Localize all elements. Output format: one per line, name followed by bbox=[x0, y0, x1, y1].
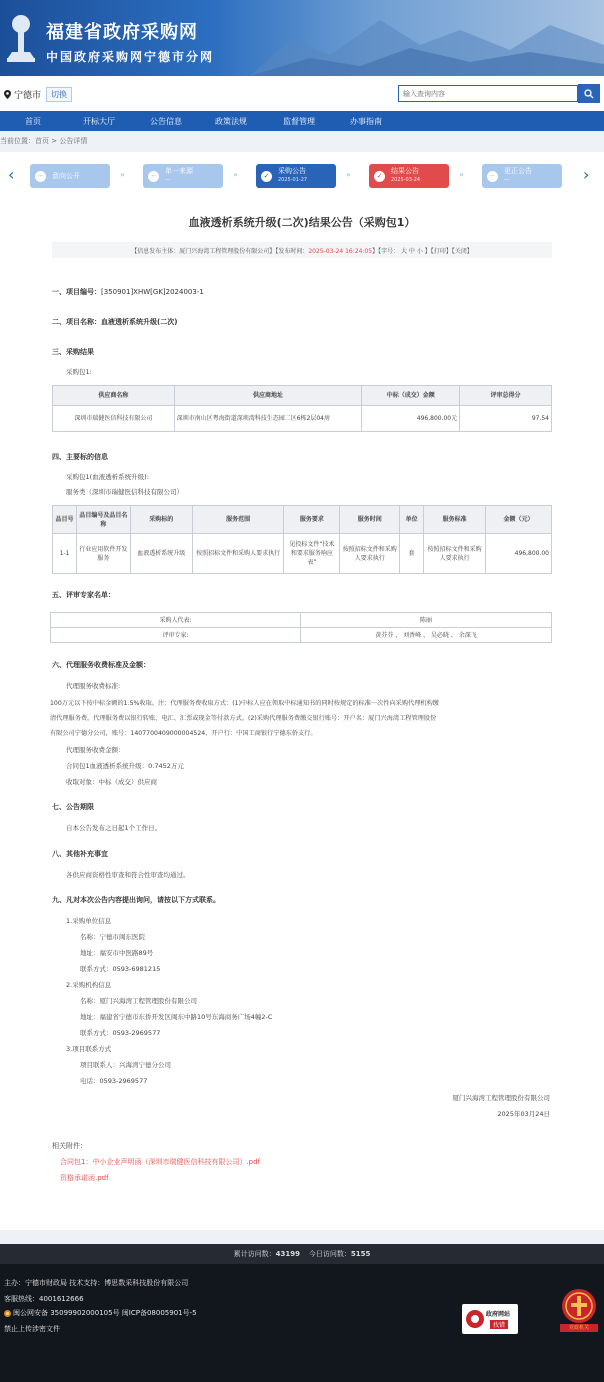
footer-hotline: 客服热线：4001612666 bbox=[4, 1295, 84, 1303]
total-visits: 43199 bbox=[275, 1250, 300, 1258]
col-amount: 中标（成交）金额 bbox=[362, 386, 460, 406]
table-row: 1-1 行业应用软件开发服务 血液透析系统升级 按照招标文件和采购人要求执行 见投标文件“技术和要求服务响应表” 按照招标文件和采购人要求执行 套 按照招标文件和采购人要求执行 496,800.00 bbox=[53, 534, 552, 574]
meta-publisher: 厦门兴海湾工程管理股份有限公司】 bbox=[179, 248, 276, 255]
next-arrow-icon[interactable]: › bbox=[583, 165, 590, 184]
item-table: 品目号 品目编号及品目名称 采购标的 服务范围 服务要求 服务时间 单位 服务标准 金额（元） 1-1 行业应用软件开发服务 血液透析系统升级 按照招标文件和采购人要求执行 见投标文件“技术和要求服务响应表” 按照招标文件和采购人要求执行 套 按照招标文件和采购人要求执行 496,800.00 bbox=[52, 505, 552, 574]
check-icon: ✓ bbox=[374, 171, 385, 182]
step-procurement[interactable] bbox=[256, 164, 336, 188]
step-label: 更正公告 bbox=[504, 167, 532, 175]
result-table bbox=[52, 385, 552, 432]
party-gov-emblem[interactable]: 党政机关 bbox=[560, 1288, 598, 1332]
section-7-heading: 七、公告期限 bbox=[52, 803, 94, 811]
check-icon: ✓ bbox=[261, 171, 272, 182]
meta-time: 2025-03-24 16:24:05 bbox=[308, 248, 373, 255]
step-label: 结果公告 bbox=[391, 167, 419, 175]
breadcrumb: 当前位置：首页 > 公告详情 bbox=[0, 137, 88, 145]
step-date: 2025-01-27 bbox=[278, 177, 308, 183]
gov-site-error-badge[interactable]: 政府网站 找错 bbox=[462, 1304, 518, 1334]
prev-arrow-icon[interactable]: ‹ bbox=[8, 165, 15, 184]
police-badge-icon bbox=[4, 1310, 11, 1317]
chevron-icon: » bbox=[233, 170, 238, 179]
step-intent[interactable] bbox=[30, 164, 110, 188]
mountain-graphic bbox=[250, 0, 604, 76]
step-single-source[interactable] bbox=[143, 164, 223, 188]
step-correction[interactable] bbox=[482, 164, 562, 188]
section-5-heading: 五、评审专家名单： bbox=[52, 591, 115, 599]
section-1: 一、项目编号：[350901]XHW[GK]2024003-1 bbox=[52, 288, 204, 296]
step-date: — bbox=[165, 177, 170, 183]
section-4-heading: 四、主要标的信息 bbox=[52, 453, 108, 461]
meta-actions[interactable]: 】【字号： 大 中 小 】【打印】【关闭】 bbox=[372, 248, 473, 255]
site-title: 福建省政府采购网 bbox=[46, 22, 198, 43]
service-type: 服务类（深圳市瑞健医信科技有限公司） bbox=[66, 488, 183, 496]
sign-org: 厦门兴海湾工程管理股份有限公司 bbox=[452, 1094, 550, 1102]
sign-date: 2025年03月24日 bbox=[497, 1110, 550, 1118]
search-icon bbox=[584, 89, 594, 99]
search-input[interactable]: 输入查询内容 bbox=[398, 85, 578, 102]
meta-publisher-label: 【信息发布主体： bbox=[131, 248, 180, 255]
chevron-icon: » bbox=[120, 170, 125, 179]
step-label: 意向公开 bbox=[52, 171, 80, 180]
package-label: 采购包1: bbox=[66, 368, 92, 376]
footer-icp[interactable]: 闽公网安备 35099902000105号 闽ICP备08005901号-5 bbox=[4, 1308, 197, 1318]
today-visits: 5155 bbox=[350, 1250, 371, 1258]
nav-bid-hall[interactable]: 开标大厅 bbox=[83, 117, 115, 126]
footer-host: 主办：宁德市财政局 技术支持：博思数采科技股份有限公司 bbox=[4, 1279, 189, 1287]
step-label: 采购公告 bbox=[278, 167, 306, 175]
site-subtitle: 中国政府采购网宁德市分网 bbox=[46, 50, 215, 64]
site-banner bbox=[0, 0, 604, 76]
notice-meta bbox=[52, 242, 552, 258]
city-name: 宁德市 bbox=[14, 91, 42, 101]
nav-home[interactable]: 首页 bbox=[25, 117, 41, 126]
chevron-icon: » bbox=[459, 170, 464, 179]
section-6-heading: 六、代理服务收费标准及金额： bbox=[52, 661, 150, 669]
visit-counter: 累计访问数：43199 今日访问数：5155 bbox=[0, 1244, 604, 1264]
expert-table: 采购人代表: 陈丽 评审专家: 黄芬芬 、 刘香峰 、 吴必晓 、 余深飞 bbox=[50, 612, 552, 643]
main-nav bbox=[0, 111, 604, 131]
nav-notices[interactable]: 公告信息 bbox=[150, 117, 182, 126]
emblem-icon bbox=[560, 1288, 598, 1324]
switch-city-button[interactable]: 切换 bbox=[46, 87, 72, 102]
minus-icon: − bbox=[487, 171, 498, 182]
minus-icon: − bbox=[148, 171, 159, 182]
city-selector[interactable] bbox=[4, 88, 41, 101]
section-9-heading: 九、凡对本次公告内容提出询问，请按以下方式联系。 bbox=[52, 896, 220, 904]
col-score: 评审总得分 bbox=[460, 386, 552, 406]
project-name: 血液透析系统升级(二次) bbox=[101, 318, 178, 326]
package-detail: 采购包1(血液透析系统升级): bbox=[66, 473, 149, 481]
site-logo-icon bbox=[4, 10, 38, 66]
nav-guide[interactable]: 办事指南 bbox=[350, 117, 382, 126]
search-button[interactable] bbox=[578, 84, 600, 103]
section-8-heading: 八、其他补充事宜 bbox=[52, 850, 108, 858]
minus-icon: − bbox=[35, 171, 46, 182]
attachment-link[interactable]: 资格承诺函.pdf bbox=[60, 1174, 109, 1182]
col-supplier: 供应商名称 bbox=[53, 386, 175, 406]
location-pin-icon bbox=[4, 90, 11, 99]
error-badge-icon bbox=[465, 1309, 485, 1329]
attachment-link[interactable]: 合同包1：中小企业声明函（深圳市瑞健医信科技有限公司）.pdf bbox=[60, 1158, 261, 1166]
step-label: 单一来源 bbox=[165, 167, 193, 175]
section-2: 二、项目名称：血液透析系统升级(二次) bbox=[52, 318, 178, 326]
section-3-heading: 三、采购结果 bbox=[52, 348, 94, 356]
attachments-label: 相关附件： bbox=[52, 1142, 87, 1150]
footer-notice: 禁止上传涉密文件 bbox=[4, 1325, 60, 1333]
nav-supervision[interactable]: 监督管理 bbox=[283, 117, 315, 126]
table-row: 深圳市瑞健医信科技有限公司 深圳市南山区粤海街道深圳湾科技生态园二区6栋2层04房 496,800.00元 97.54 bbox=[53, 406, 552, 432]
step-date: 2025-03-24 bbox=[391, 177, 421, 183]
step-result[interactable] bbox=[369, 164, 449, 188]
project-code: [350901]XHW[GK]2024003-1 bbox=[101, 288, 204, 296]
col-address: 供应商地址 bbox=[174, 386, 362, 406]
nav-policy[interactable]: 政策法规 bbox=[215, 117, 247, 126]
meta-time-label: 【发布时间： bbox=[275, 248, 309, 255]
step-date: — bbox=[504, 177, 509, 183]
notice-title: 血液透析系统升级(二次)结果公告（采购包1） bbox=[188, 216, 416, 229]
chevron-icon: » bbox=[346, 170, 351, 179]
